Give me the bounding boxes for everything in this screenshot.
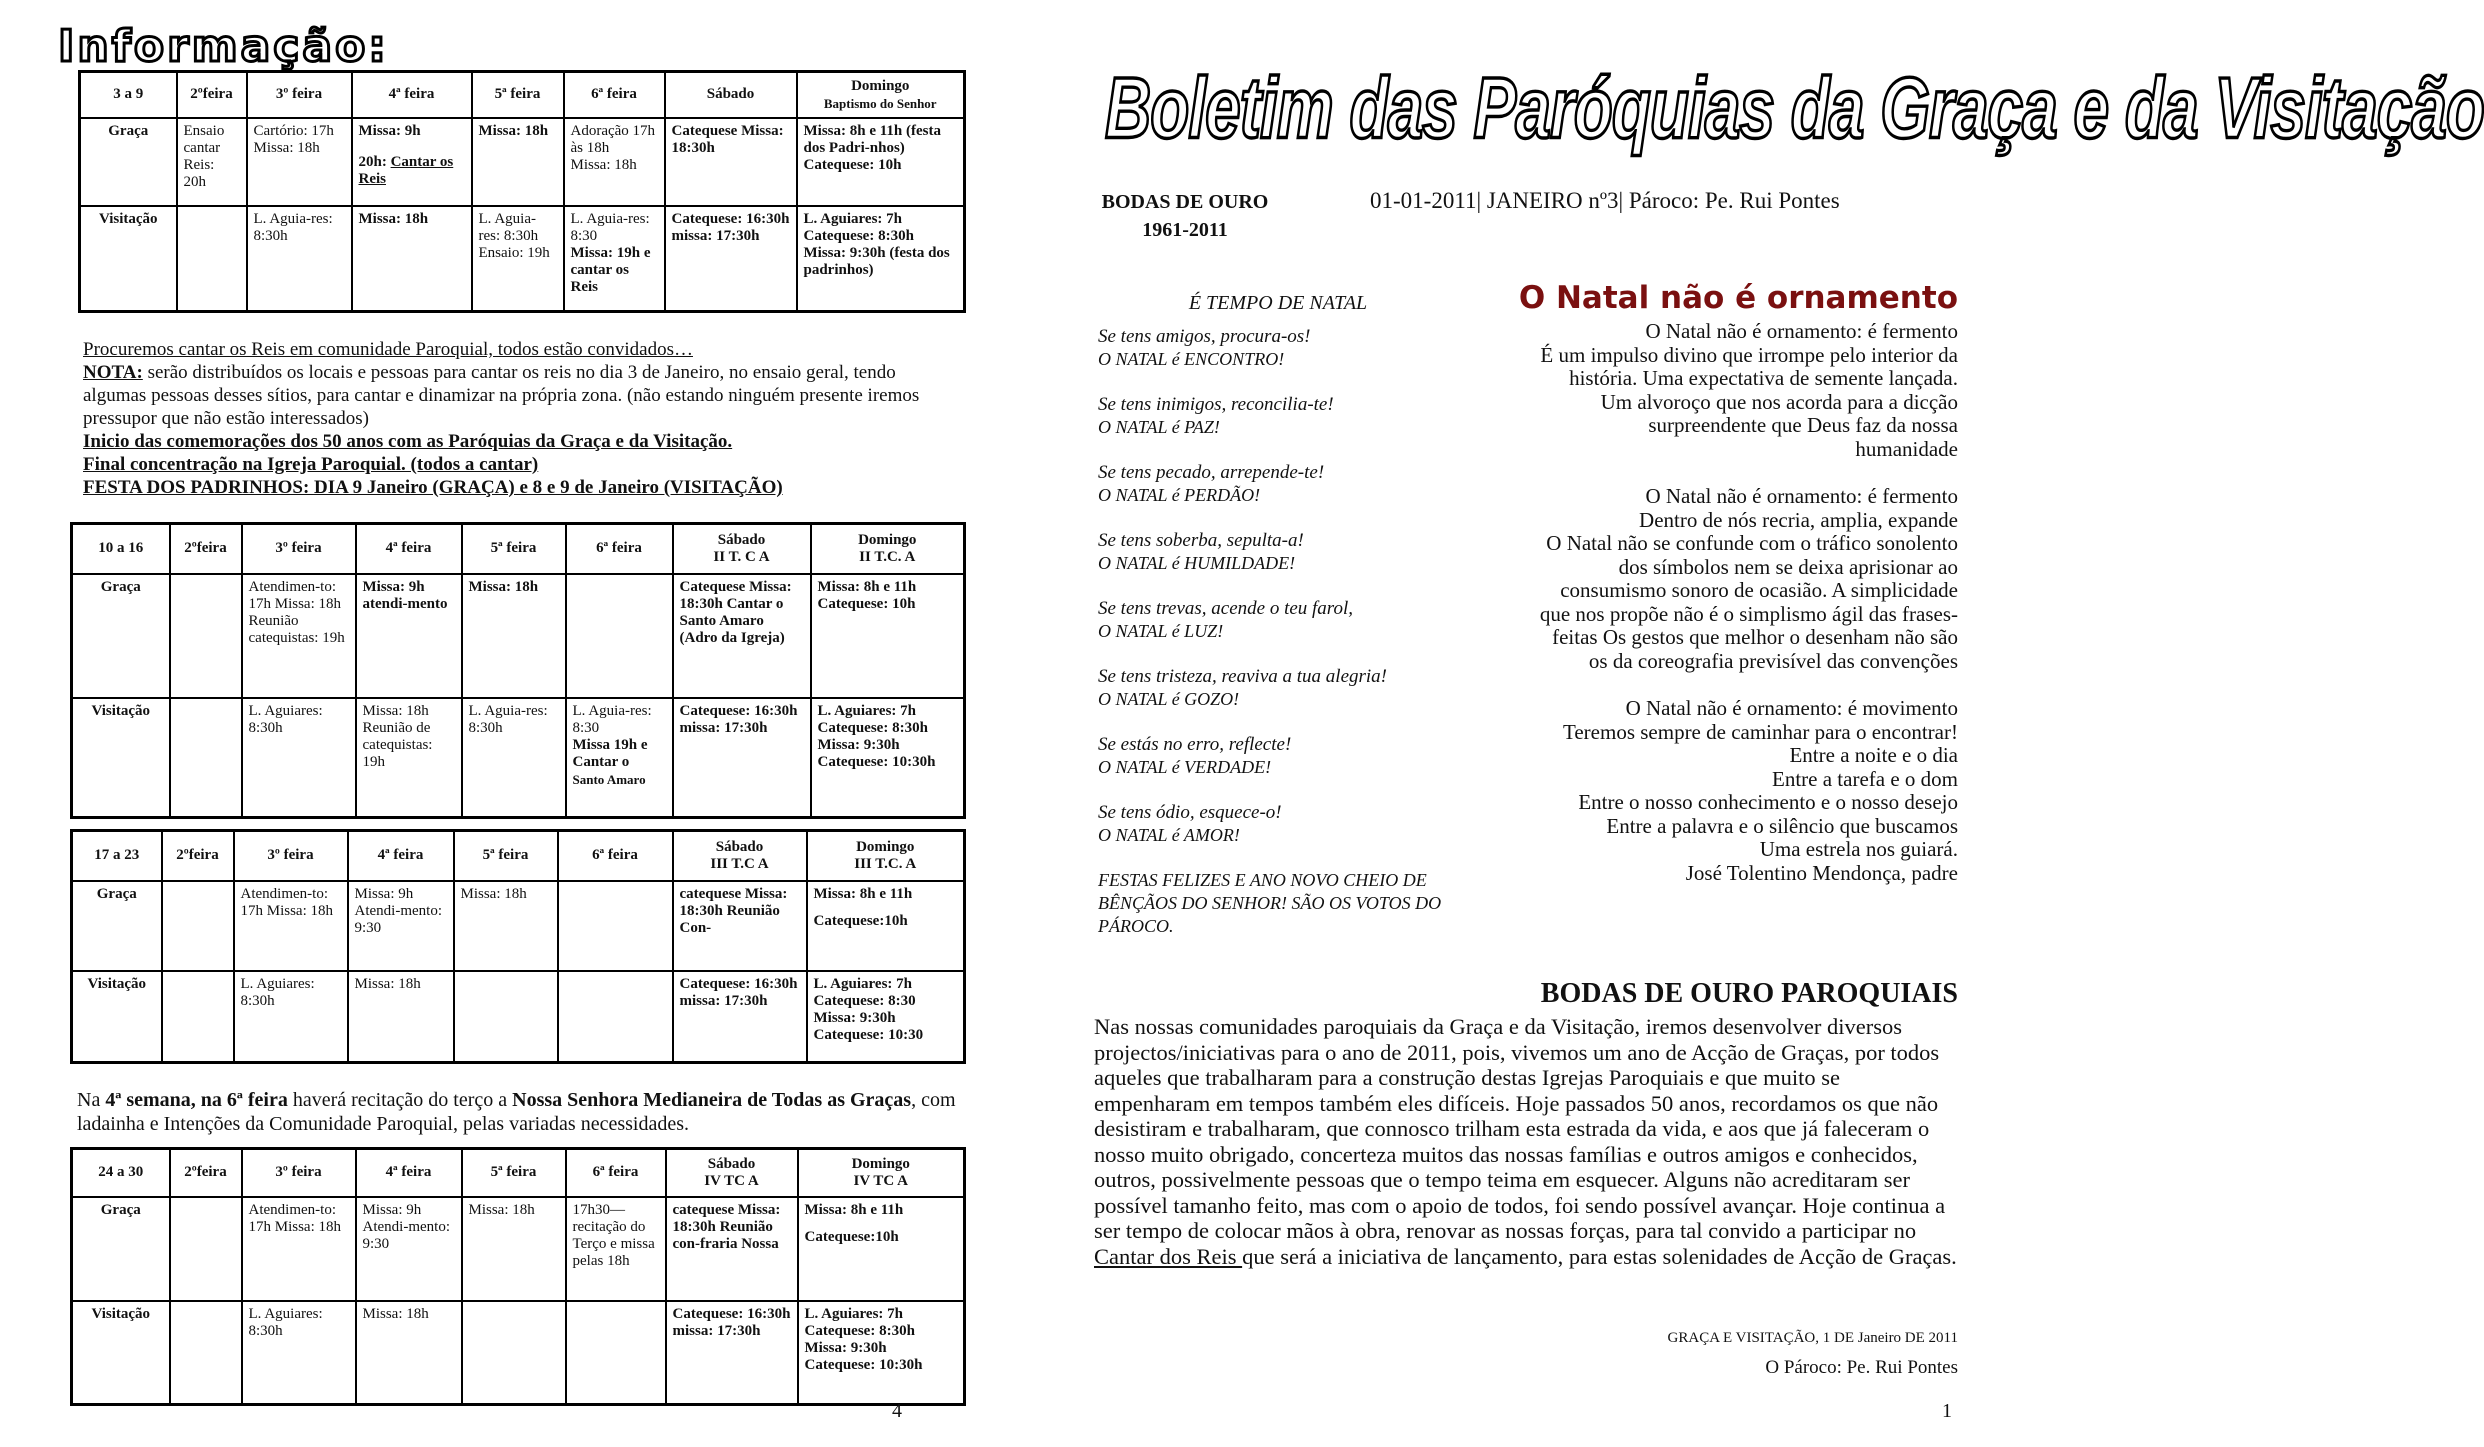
cell-visitacao-sab: Catequese: 16:30h missa: 17:30h bbox=[673, 698, 811, 818]
poem-line: Se tens soberba, sepulta-a! bbox=[1098, 530, 1304, 551]
sunday-sub: IV TC A bbox=[853, 1172, 908, 1189]
header-row bbox=[72, 831, 965, 881]
cell-graca-seg bbox=[162, 881, 234, 971]
poem-line: O NATAL é ENCONTRO! bbox=[1098, 349, 1285, 369]
cell-graca-seg bbox=[170, 1197, 242, 1301]
poem-line: Se tens amigos, procura-os! bbox=[1098, 326, 1311, 347]
cell-graca-qui: Missa: 18h bbox=[462, 574, 566, 698]
sunday-label: Domingo bbox=[851, 77, 910, 94]
saturday-sub: III T.C A bbox=[710, 855, 769, 872]
page-number: 4 bbox=[892, 1400, 902, 1422]
header-row bbox=[72, 1149, 965, 1197]
col-tuesday: 3º feira bbox=[242, 524, 356, 574]
cell-visitacao-qui bbox=[454, 971, 558, 1063]
cell-graca-ter bbox=[247, 118, 352, 206]
row-graca bbox=[72, 1197, 965, 1301]
cell-visitacao-seg bbox=[170, 698, 242, 818]
cell-visitacao-sex bbox=[566, 698, 673, 818]
cell-graca-qua: Missa: 9h Atendi-mento: 9:30 bbox=[356, 1197, 462, 1301]
nota-label: NOTA: bbox=[83, 362, 143, 383]
col-friday: 6ª feira bbox=[566, 1149, 666, 1197]
cell-text: Adoração 17h às 18h bbox=[570, 122, 656, 156]
poem-stanza bbox=[1098, 801, 1458, 847]
natal-article-title: O Natal não é ornamento bbox=[1518, 280, 1958, 316]
schedule-week-4 bbox=[70, 1147, 966, 1406]
col-wednesday: 4ª feira bbox=[348, 831, 454, 881]
col-thursday: 5ª feira bbox=[454, 831, 558, 881]
cell-visitacao-seg bbox=[170, 1301, 242, 1405]
natal-line: José Tolentino Mendonça, padre bbox=[1685, 860, 1958, 885]
cell-text: Missa: 18h bbox=[253, 139, 320, 156]
cell-graca-sex bbox=[564, 118, 665, 206]
col-monday: 2ºfeira bbox=[162, 831, 234, 881]
cell-text: L. Aguia-res: 8:30 bbox=[572, 702, 652, 736]
col-friday: 6ª feira bbox=[566, 524, 673, 574]
sunday-sub: II T.C. A bbox=[859, 548, 916, 565]
bulletin-title: Boletim das Paróquias da Graça e da Visitação bbox=[1105, 59, 2484, 157]
natal-line: O Natal não é ornamento: é movimento bbox=[1625, 696, 1958, 720]
col-monday: 2ºfeira bbox=[177, 72, 247, 118]
cell-text: L. Aguiares: 7h bbox=[803, 210, 902, 227]
notes-line-3: Inicio das comemorações dos 50 anos com as Paróquias da Graça e da Visitação. bbox=[83, 431, 733, 452]
cell-visitacao-dom: L. Aguiares: 7h Catequese: 8:30h Missa: 9:30h Catequese: 10:30h bbox=[798, 1301, 965, 1405]
cell-graca-ter: Atendimen-to: 17h Missa: 18h bbox=[242, 1197, 356, 1301]
col-saturday bbox=[673, 524, 811, 574]
row-label-graca: Graça bbox=[72, 881, 162, 971]
cell-graca-sab: catequese Missa: 18:30h Reunião con-fraria Nossa bbox=[666, 1197, 798, 1301]
natal-line: humanidade bbox=[1855, 436, 1958, 461]
cell-visitacao-qua: Missa: 18h Reunião de catequistas: 19h bbox=[356, 698, 462, 818]
row-visitacao bbox=[80, 206, 965, 312]
cell-graca-dom bbox=[797, 118, 965, 206]
col-thursday: 5ª feira bbox=[472, 72, 564, 118]
cell-text: L. Aguia-res: 8:30 bbox=[570, 210, 650, 244]
natal-line: dos símbolos nem se deixa aprisionar ao bbox=[1618, 554, 1958, 579]
cell-visitacao-seg bbox=[162, 971, 234, 1063]
natal-line: Entre a palavra e o silêncio que buscamos bbox=[1606, 813, 1958, 838]
header-row bbox=[72, 524, 965, 574]
col-sunday bbox=[798, 1149, 965, 1197]
natal-line: que nos propõe não é o simplismo ágil das frases- bbox=[1539, 601, 1958, 626]
saturday-sub: IV TC A bbox=[704, 1172, 759, 1189]
cell-text: Santo Amaro bbox=[572, 771, 646, 787]
row-visitacao bbox=[72, 1301, 965, 1405]
article-text: que será a iniciativa de lançamento, para estas solenidades de Acção de Graças. bbox=[1242, 1243, 1957, 1269]
natal-article-body bbox=[1450, 320, 1958, 909]
cell-visitacao-ter: L. Aguiares: 8:30h bbox=[242, 1301, 356, 1405]
natal-line: Entre a noite e o dia bbox=[1789, 743, 1958, 767]
sunday-sub: III T.C. A bbox=[854, 855, 917, 872]
schedule-week-2 bbox=[70, 522, 966, 819]
cell-text: Catequese: 8:30h bbox=[803, 227, 914, 244]
poem-stanzas bbox=[1098, 325, 1458, 847]
natal-paragraph-2 bbox=[1450, 485, 1958, 673]
cell-graca-dom bbox=[798, 1197, 965, 1301]
cell-graca-qua: Missa: 9h atendi-mento bbox=[356, 574, 462, 698]
note-text: Na bbox=[77, 1089, 106, 1111]
saturday-label: Sábado bbox=[717, 531, 766, 548]
nota-text: serão distribuídos os locais e pessoas para cantar os reis no dia 3 de Janeiro, no ensaio geral, tendo algumas pessoas desses sítios, para cantar e dinamizar na própria zona. (não estando ninguém presente iremos pressupor que não estão interessados) bbox=[83, 362, 920, 429]
note-text: Nossa Senhora Medianeira de Todas as Graças bbox=[512, 1089, 912, 1111]
col-saturday bbox=[666, 1149, 798, 1197]
cell-text: Missa: 8h e 11h bbox=[804, 1201, 904, 1218]
poem-stanza bbox=[1098, 597, 1458, 643]
poem-stanza bbox=[1098, 325, 1458, 371]
row-label-visitacao: Visitação bbox=[80, 206, 177, 312]
cell-visitacao-dom: L. Aguiares: 7h Catequese: 8:30h Missa: 9:30h Catequese: 10:30h bbox=[811, 698, 965, 818]
notes-line-4: Final concentração na Igreja Paroquial. (todos a cantar) bbox=[83, 454, 539, 475]
col-friday: 6ª feira bbox=[558, 831, 673, 881]
bodas-de-ouro-label bbox=[1100, 188, 1270, 244]
cell-graca-seg bbox=[170, 574, 242, 698]
poem-stanza bbox=[1098, 461, 1458, 507]
cell-text bbox=[359, 154, 465, 188]
cell-prefix: 20h: bbox=[358, 153, 391, 170]
row-label-graca: Graça bbox=[72, 1197, 170, 1301]
page-4 bbox=[0, 0, 1010, 1447]
poem-stanza bbox=[1098, 393, 1458, 439]
cell-graca-qui: Missa: 18h bbox=[472, 118, 564, 206]
natal-line: É um impulso divino que irrompe pelo interior da bbox=[1540, 342, 1958, 367]
page-number: 1 bbox=[1942, 1400, 1952, 1422]
bodas-line-1: BODAS DE OURO bbox=[1101, 191, 1269, 213]
cell-graca-sab: Catequese Missa: 18:30h Cantar o Santo Amaro (Adro da Igreja) bbox=[673, 574, 811, 698]
note-text: haverá recitação do terço a bbox=[287, 1089, 513, 1111]
sunday-sub: Baptismo do Senhor bbox=[823, 95, 937, 111]
cell-graca-qua: Missa: 9h Atendi-mento: 9:30 bbox=[348, 881, 454, 971]
cell-visitacao-ter: L. Aguia-res: 8:30h bbox=[247, 206, 352, 312]
col-thursday: 5ª feira bbox=[462, 524, 566, 574]
poem-title: É TEMPO DE NATAL bbox=[1188, 292, 1368, 314]
week-range: 10 a 16 bbox=[72, 524, 170, 574]
cell-text: Missa: 8h e 11h bbox=[813, 885, 913, 902]
poem-line: Se tens pecado, arrepende-te! bbox=[1098, 462, 1325, 483]
cell-graca-qui: Missa: 18h bbox=[462, 1197, 566, 1301]
article-dateline: GRAÇA E VISITAÇÃO, 1 DE Janeiro DE 2011 bbox=[1667, 1330, 1958, 1346]
col-tuesday: 3º feira bbox=[247, 72, 352, 118]
poem-stanza bbox=[1098, 529, 1458, 575]
cantar-reis-link[interactable]: Cantar os Reis bbox=[358, 153, 454, 187]
col-friday: 6ª feira bbox=[564, 72, 665, 118]
poem-tempo-de-natal bbox=[1098, 292, 1458, 938]
cell-graca-dom: Missa: 8h e 11h Catequese: 10h bbox=[811, 574, 965, 698]
natal-line: O Natal não se confunde com o tráfico sonolento bbox=[1546, 531, 1958, 555]
col-tuesday: 3º feira bbox=[242, 1149, 356, 1197]
cell-text: Missa: 19h e cantar os Reis bbox=[570, 244, 651, 295]
cell-text: Ensaio: 19h bbox=[478, 244, 550, 261]
cell-visitacao-sex bbox=[566, 1301, 666, 1405]
row-graca bbox=[72, 574, 965, 698]
poem-line: O NATAL é LUZ! bbox=[1098, 621, 1224, 641]
cell-visitacao-sab: Catequese: 16:30h missa: 17:30h bbox=[666, 1301, 798, 1405]
cell-text: Catequese: 10h bbox=[803, 156, 902, 173]
natal-line: Dentro de nós recria, amplia, expande bbox=[1639, 507, 1958, 532]
sunday-label: Domingo bbox=[858, 531, 917, 548]
cell-visitacao-qua: Missa: 18h bbox=[352, 206, 472, 312]
poem-line: O NATAL é PERDÃO! bbox=[1098, 485, 1261, 505]
poem-line: Se estás no erro, reflecte! bbox=[1098, 734, 1292, 755]
cell-visitacao-qui: L. Aguia-res: 8:30h bbox=[462, 698, 566, 818]
col-tuesday: 3º feira bbox=[234, 831, 348, 881]
notes-line-1: Procuremos cantar os Reis em comunidade Paroquial, todos estão convidados… bbox=[83, 339, 693, 360]
cell-graca-seg: Ensaio cantar Reis: 20h bbox=[177, 118, 247, 206]
poem-line: O NATAL é PAZ! bbox=[1098, 417, 1220, 437]
cell-visitacao-dom: L. Aguiares: 7h Catequese: 8:30 Missa: 9:30h Catequese: 10:30 bbox=[807, 971, 965, 1063]
natal-line: os da coreografia previsível das convenções bbox=[1588, 648, 1958, 673]
cell-visitacao-sex bbox=[558, 971, 673, 1063]
cell-visitacao-sab: Catequese: 16:30h missa: 17:30h bbox=[665, 206, 797, 312]
note-text: , com ladainha e Intenções da Comunidade Paroquial, pelas variadas necessidades. bbox=[77, 1089, 956, 1135]
cell-graca-sex: 17h30— recitação do Terço e missa pelas 18h bbox=[566, 1197, 666, 1301]
col-wednesday: 4ª feira bbox=[352, 72, 472, 118]
cell-visitacao-sex bbox=[564, 206, 665, 312]
col-sunday bbox=[811, 524, 965, 574]
cell-graca-sab: catequese Missa: 18:30h Reunião Con- bbox=[673, 881, 807, 971]
schedule-week-1 bbox=[78, 70, 966, 313]
row-label-graca: Graça bbox=[80, 118, 177, 206]
poem-line: O NATAL é AMOR! bbox=[1098, 825, 1240, 845]
row-label-visitacao: Visitação bbox=[72, 1301, 170, 1405]
natal-line: feitas Os gestos que melhor o desenham não são bbox=[1552, 625, 1958, 649]
cell-visitacao-sab: Catequese: 16:30h missa: 17:30h bbox=[673, 971, 807, 1063]
cell-text: Cartório: 17h bbox=[253, 122, 334, 139]
poem-line: Se tens ódio, esquece-o! bbox=[1098, 802, 1282, 823]
cell-graca-qui: Missa: 18h bbox=[454, 881, 558, 971]
row-visitacao bbox=[72, 971, 965, 1063]
col-wednesday: 4ª feira bbox=[356, 524, 462, 574]
natal-line: surpreendente que Deus faz da nossa bbox=[1648, 413, 1958, 437]
informacao-heading: Informação: bbox=[58, 21, 389, 72]
row-graca bbox=[72, 881, 965, 971]
cell-graca-qua bbox=[352, 118, 472, 206]
natal-line: consumismo sonoro de ocasião. A simplicidade bbox=[1560, 578, 1958, 602]
bodas-article-body bbox=[1094, 1014, 1960, 1269]
poem-line: O NATAL é GOZO! bbox=[1098, 689, 1240, 709]
natal-line: história. Uma expectativa de semente lançada. bbox=[1569, 366, 1958, 390]
issue-info: 01-01-2011| JANEIRO nº3| Pároco: Pe. Rui Pontes bbox=[1370, 188, 1840, 213]
week-4-note bbox=[77, 1088, 957, 1136]
cell-graca-sex bbox=[558, 881, 673, 971]
row-label-visitacao: Visitação bbox=[72, 698, 170, 818]
natal-line: Um alvoroço que nos acorda para a dicção bbox=[1600, 389, 1958, 414]
cell-visitacao-dom bbox=[797, 206, 965, 312]
cell-text: Missa: 9h bbox=[358, 122, 421, 139]
cantar-dos-reis-link[interactable]: Cantar dos Reis bbox=[1094, 1243, 1243, 1269]
page-1 bbox=[1010, 0, 2484, 1447]
saturday-label: Sábado bbox=[715, 838, 764, 855]
cell-text: L. Aguia-res: 8:30h bbox=[478, 210, 539, 244]
cell-visitacao-qua: Missa: 18h bbox=[356, 1301, 462, 1405]
notes-line-5: FESTA DOS PADRINHOS: DIA 9 Janeiro (GRAÇA) e 8 e 9 de Janeiro (VISITAÇÃO) bbox=[83, 477, 783, 498]
cell-graca-sab: Catequese Missa: 18:30h bbox=[665, 118, 797, 206]
saturday-label: Sábado bbox=[707, 1155, 756, 1172]
schedule-week-3 bbox=[70, 829, 966, 1064]
article-text: Nas nossas comunidades paroquiais da Graça e da Visitação, iremos desenvolver diversos projectos/iniciativas para o ano de 2011, pois, vivemos um ano de Acção de Graças, por todos aqueles que trabalharam para a construção destas Igrejas Paroquiais e que muito se empenharam em tempos também eles difíceis. Hoje passados 50 anos, recordamos os que não desistiram e trabalharam, que connosco trilham esta estrada da vida, e aos que já faleceram o nosso muito obrigado, concerteza muitos das nossas famílias e outros amigos e conhecidos, outros, possivelmente pessoas que o tempo teima em esquecer. Alguns não acreditaram ser possível tamanho feito, mas com o apoio de todos, foi sendo possível avançar. Hoje continua a ser tempo de colocar mãos à obra, renovar as nossas forças, para tal convido a participar no bbox=[1094, 1014, 1946, 1243]
natal-line: O Natal não é ornamento: é fermento bbox=[1645, 319, 1958, 343]
natal-line: Entre o nosso conhecimento e o nosso desejo bbox=[1578, 790, 1958, 814]
note-text: 4ª semana, na 6ª feira bbox=[105, 1089, 288, 1111]
cell-graca-dom bbox=[807, 881, 965, 971]
col-thursday: 5ª feira bbox=[462, 1149, 566, 1197]
natal-line: Uma estrela nos guiará. bbox=[1759, 837, 1958, 861]
bodas-article-title: BODAS DE OURO PAROQUIAIS bbox=[1540, 978, 1958, 1009]
col-sunday bbox=[797, 72, 965, 118]
col-monday: 2ºfeira bbox=[170, 524, 242, 574]
cell-graca-sex bbox=[566, 574, 673, 698]
cell-graca-ter: Atendimen-to: 17h Missa: 18h Reunião catequistas: 19h bbox=[242, 574, 356, 698]
cell-visitacao-qui bbox=[462, 1301, 566, 1405]
col-saturday: Sábado bbox=[665, 72, 797, 118]
cell-text: Missa: 8h e 11h (festa dos Padri-nhos) bbox=[803, 122, 941, 156]
cell-text: Missa 19h e Cantar o bbox=[572, 736, 648, 770]
poem-stanza bbox=[1098, 733, 1458, 779]
cell-text: Catequese:10h bbox=[804, 1228, 899, 1245]
cell-visitacao-seg bbox=[177, 206, 247, 312]
poem-stanza bbox=[1098, 665, 1458, 711]
poem-line: Se tens inimigos, reconcilia-te! bbox=[1098, 394, 1334, 415]
poem-line: Se tens tristeza, reaviva a tua alegria! bbox=[1098, 666, 1387, 687]
week-range: 24 a 30 bbox=[72, 1149, 170, 1197]
poem-closing: FESTAS FELIZES E ANO NOVO CHEIO DE BÊNÇÃOS DO SENHOR! SÃO OS VOTOS DO PÁROCO. bbox=[1098, 870, 1442, 936]
col-wednesday: 4ª feira bbox=[356, 1149, 462, 1197]
cell-visitacao-qui bbox=[472, 206, 564, 312]
cell-text: Missa: 9:30h (festa dos padrinhos) bbox=[803, 244, 950, 278]
poem-line: O NATAL é VERDADE! bbox=[1098, 757, 1272, 777]
natal-paragraph-1 bbox=[1450, 320, 1958, 461]
sunday-label: Domingo bbox=[851, 1155, 910, 1172]
row-label-visitacao: Visitação bbox=[72, 971, 162, 1063]
row-label-graca: Graça bbox=[72, 574, 170, 698]
row-visitacao bbox=[72, 698, 965, 818]
poem-line: O NATAL é HUMILDADE! bbox=[1098, 553, 1296, 573]
notes-block bbox=[83, 338, 963, 499]
col-saturday bbox=[673, 831, 807, 881]
natal-line: O Natal não é ornamento: é fermento bbox=[1645, 484, 1958, 508]
week-range: 3 a 9 bbox=[80, 72, 177, 118]
notes-nota bbox=[83, 361, 963, 430]
sunday-label: Domingo bbox=[856, 838, 915, 855]
natal-paragraph-3 bbox=[1450, 697, 1958, 885]
cell-visitacao-ter: L. Aguiares: 8:30h bbox=[242, 698, 356, 818]
cell-text: Catequese:10h bbox=[813, 912, 908, 929]
natal-line: Teremos sempre de caminhar para o encontrar! bbox=[1562, 719, 1958, 744]
header-row bbox=[80, 72, 965, 118]
poem-line: Se tens trevas, acende o teu farol, bbox=[1098, 598, 1354, 619]
article-signature: O Pároco: Pe. Rui Pontes bbox=[1765, 1357, 1958, 1378]
week-range: 17 a 23 bbox=[72, 831, 162, 881]
col-monday: 2ºfeira bbox=[170, 1149, 242, 1197]
saturday-sub: II T. C A bbox=[713, 548, 770, 565]
row-graca bbox=[80, 118, 965, 206]
natal-line: Entre a tarefa e o dom bbox=[1772, 766, 1958, 791]
bodas-line-2: 1961-2011 bbox=[1142, 219, 1228, 241]
col-sunday bbox=[807, 831, 965, 881]
cell-visitacao-ter: L. Aguiares: 8:30h bbox=[234, 971, 348, 1063]
cell-graca-ter: Atendimen-to: 17h Missa: 18h bbox=[234, 881, 348, 971]
cell-text: Missa: 18h bbox=[570, 156, 637, 173]
cell-visitacao-qua: Missa: 18h bbox=[348, 971, 454, 1063]
